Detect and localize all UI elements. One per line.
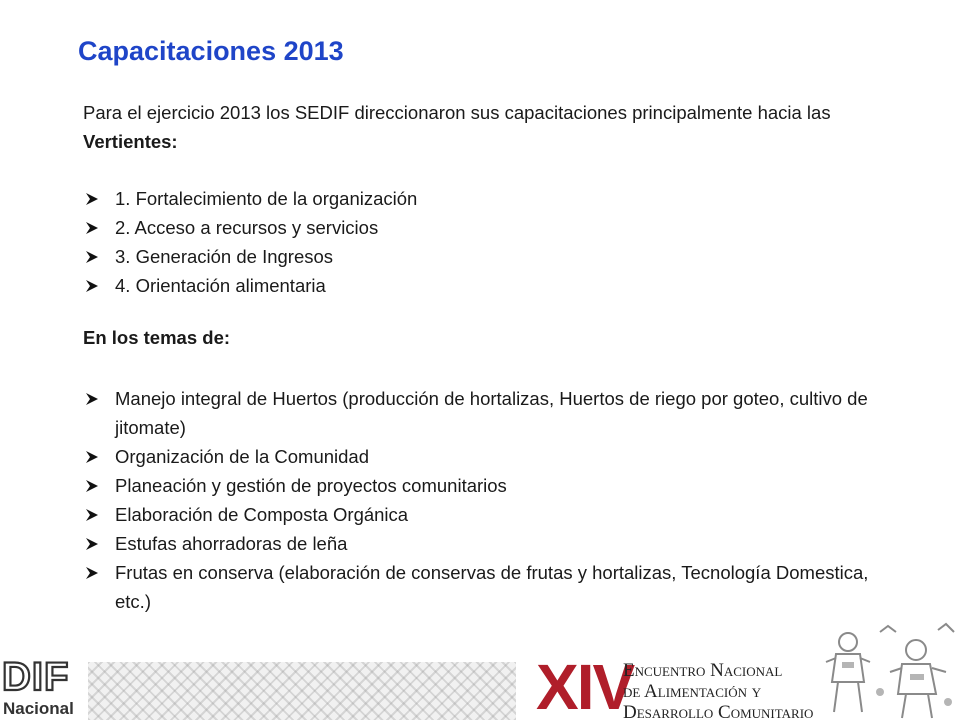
arrow-bullet-icon [85, 192, 99, 206]
intro-text: Para el ejercicio 2013 los SEDIF direccionaron sus capacitaciones principalmente hacia las [83, 102, 831, 123]
list-item [83, 213, 803, 242]
edition-numeral: XIV [536, 651, 634, 723]
list-item-text: Estufas ahorradoras de leña [115, 533, 348, 554]
list-item [83, 184, 803, 213]
list-item [83, 442, 883, 471]
vertientes-list [83, 184, 803, 300]
event-line: Desarrollo Comunitario [623, 702, 814, 723]
list-item-text: Organización de la Comunidad [115, 446, 370, 467]
indigenous-figures-illustration [818, 622, 960, 720]
intro-bold: Vertientes: [83, 131, 178, 152]
arrow-bullet-icon [85, 537, 99, 551]
list-item-text: 2. Acceso a recursos y servicios [115, 217, 379, 238]
dif-nacional-logo [0, 652, 82, 720]
list-item-text: 1. Fortalecimiento de la organización [115, 188, 418, 209]
list-item-text: 4. Orientación alimentaria [115, 275, 326, 296]
event-line: de Alimentación y [623, 681, 762, 702]
list-item [83, 558, 883, 616]
arrow-bullet-icon [85, 450, 99, 464]
arrow-bullet-icon [85, 566, 99, 580]
event-line: Encuentro Nacional [623, 660, 783, 681]
temas-list [83, 384, 883, 616]
list-item-text: 3. Generación de Ingresos [115, 246, 334, 267]
dif-logo-letters: DIF [2, 655, 70, 699]
arrow-bullet-icon [85, 279, 99, 293]
page-title: Capacitaciones 2013 [78, 36, 344, 66]
list-item-text: Manejo integral de Huertos (producción de hortalizas, Huertos de riego por goteo, cultivo de jitomate) [115, 388, 868, 438]
dif-logo-word: Nacional [3, 699, 74, 718]
temas-label: En los temas de: [83, 327, 231, 348]
arrow-bullet-icon [85, 392, 99, 406]
list-item-text: Elaboración de Composta Orgánica [115, 504, 409, 525]
arrow-bullet-icon [85, 221, 99, 235]
list-item [83, 384, 883, 442]
intro-paragraph [83, 98, 883, 156]
arrow-bullet-icon [85, 479, 99, 493]
list-item-text: Planeación y gestión de proyectos comunitarios [115, 475, 507, 496]
list-item [83, 242, 803, 271]
decorative-pattern [88, 662, 516, 720]
footer-banner [0, 630, 960, 723]
list-item [83, 529, 883, 558]
list-item [83, 500, 883, 529]
event-name [623, 660, 813, 723]
list-item [83, 471, 883, 500]
list-item [83, 271, 803, 300]
arrow-bullet-icon [85, 250, 99, 264]
arrow-bullet-icon [85, 508, 99, 522]
list-item-text: Frutas en conserva (elaboración de conservas de frutas y hortalizas, Tecnología Domestica, etc.) [115, 562, 869, 612]
